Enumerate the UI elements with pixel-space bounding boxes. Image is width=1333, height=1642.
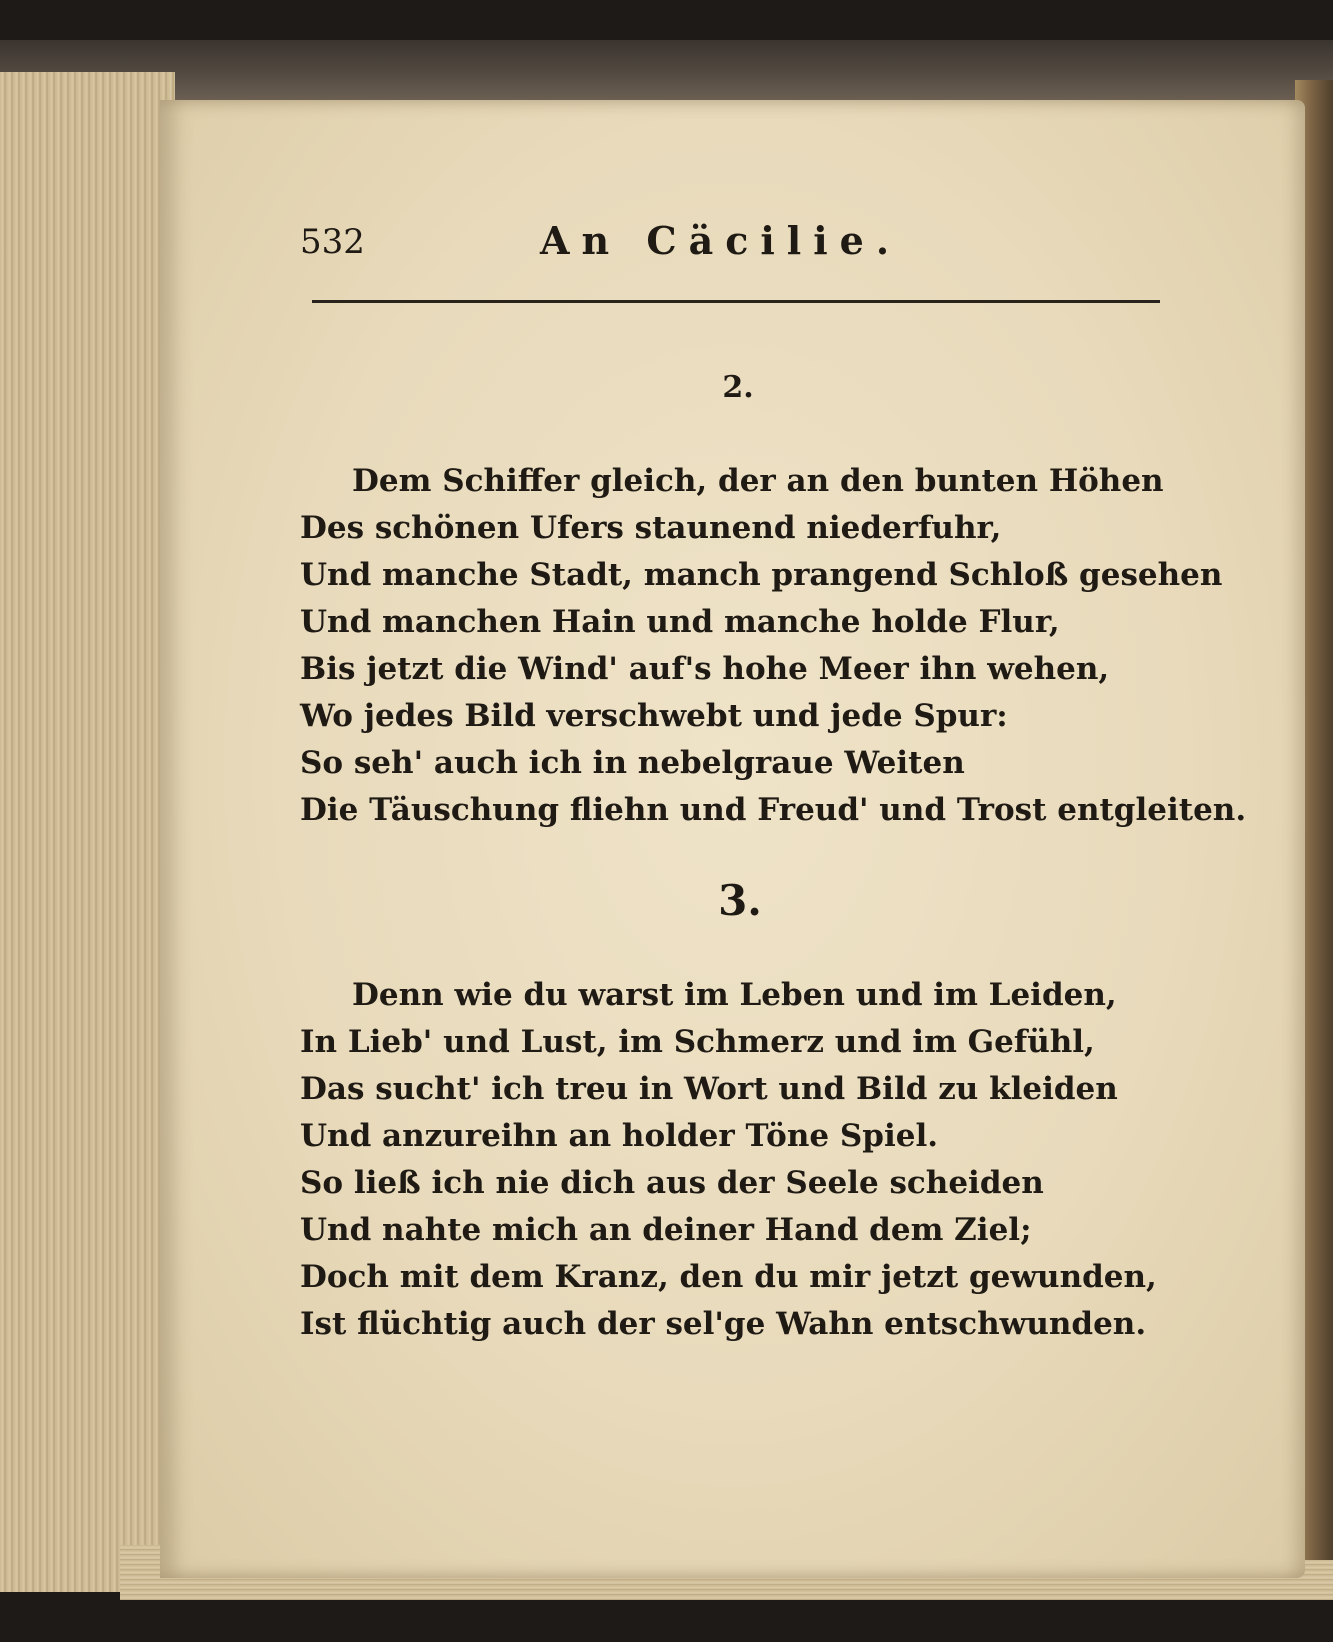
book-page bbox=[160, 100, 1305, 1578]
book-cover-top bbox=[0, 40, 1333, 100]
verse-line: In Lieb' und Lust, im Schmerz und im Gefühl, bbox=[300, 1024, 1095, 1060]
page-block-left bbox=[0, 72, 175, 1592]
verse-line: Wo jedes Bild verschwebt und jede Spur: bbox=[300, 698, 1008, 734]
verse-line: So ließ ich nie dich aus der Seele scheiden bbox=[300, 1165, 1044, 1201]
verse-line: Doch mit dem Kranz, den du mir jetzt gewunden, bbox=[300, 1259, 1157, 1295]
verse-line: So seh' auch ich in nebelgraue Weiten bbox=[300, 745, 965, 781]
verse-line: Und manchen Hain und manche holde Flur, bbox=[300, 604, 1060, 640]
verse-line: Bis jetzt die Wind' auf's hohe Meer ihn wehen, bbox=[300, 651, 1110, 687]
section-number-3: 3. bbox=[718, 876, 762, 925]
stanza-3 bbox=[300, 972, 1157, 1348]
stanza-2 bbox=[300, 458, 1246, 834]
verse-line: Die Täuschung fliehn und Freud' und Trost entgleiten. bbox=[300, 792, 1247, 828]
section-number-2: 2. bbox=[722, 370, 754, 405]
verse-line: Denn wie du warst im Leben und im Leiden, bbox=[352, 977, 1117, 1013]
header-rule bbox=[312, 300, 1160, 303]
page-number: 532 bbox=[300, 222, 365, 262]
verse-line: Ist flüchtig auch der sel'ge Wahn entschwunden. bbox=[300, 1306, 1147, 1342]
verse-line: Und manche Stadt, manch prangend Schloß gesehen bbox=[300, 557, 1223, 593]
verse-line: Und anzureihn an holder Töne Spiel. bbox=[300, 1118, 939, 1154]
verse-line: Dem Schiffer gleich, der an den bunten Höhen bbox=[352, 463, 1164, 499]
verse-line: Das sucht' ich treu in Wort und Bild zu kleiden bbox=[300, 1071, 1118, 1107]
verse-line: Und nahte mich an deiner Hand dem Ziel; bbox=[300, 1212, 1032, 1248]
running-head: An Cäcilie. bbox=[540, 218, 902, 263]
verse-line: Des schönen Ufers staunend niederfuhr, bbox=[300, 510, 1002, 546]
